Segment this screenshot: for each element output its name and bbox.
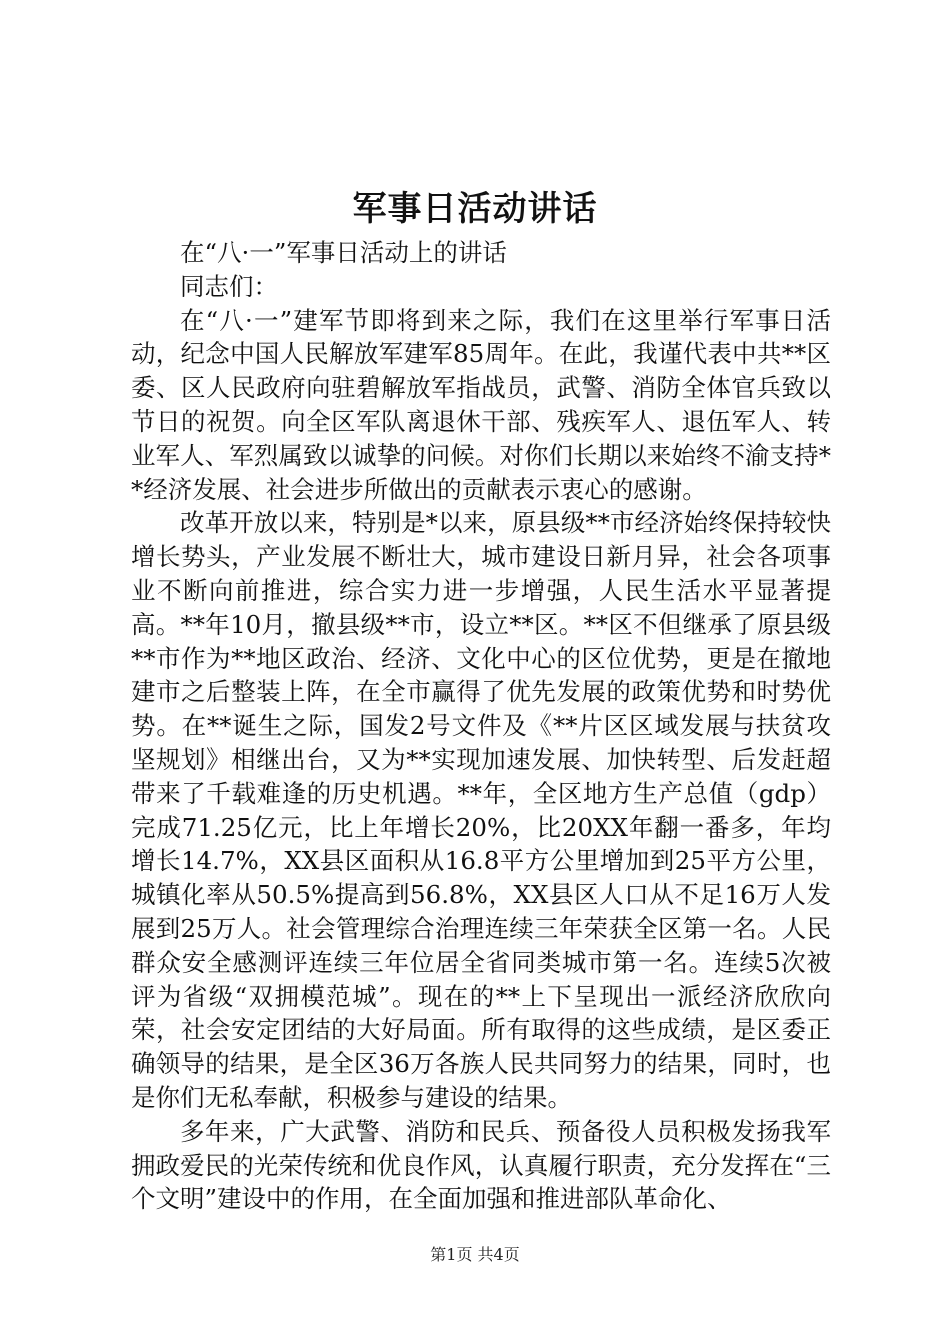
- body-paragraph: 改革开放以来，特别是*以来，原县级**市经济始终保持较快增长势头，产业发展不断壮大，城市建设日新月异，社会各项事业不断向前推进，综合实力进一步增强，人民生活水平显著提高。**年10月，撤县级**市，设立**区。**区不但继承了原县级**市作为**地区政治、经济、文化中心的区位优势，更是在撤地建市之后整装上阵，在全市赢得了优先发展的政策优势和时势优势。在**诞生之际，国发2号文件及《**片区区域发展与扶贫攻坚规划》相继出台，又为**实现加速发展、加快转型、后发赶超带来了千载难逢的历史机遇。**年，全区地方生产总值（gdp）完成71.25亿元，比上年增长20%，比20XX年翻一番多，年均增长14.7%，XX县区面积从16.8平方公里增加到25平方公里，城镇化率从50.5%提高到56.8%，XX县区人口从不足16万人发展到25万人。社会管理综合治理连续三年荣获全区第一名。人民群众安全感测评连续三年位居全省同类城市第一名。连续5次被评为省级“双拥模范城”。现在的**上下呈现出一派经济欣欣向荣，社会安定团结的大好局面。所有取得的这些成绩，是区委正确领导的结果，是全区36万各族人民共同努力的结果，同时，也是你们无私奉献，积极参与建设的结果。: [131, 508, 831, 1112]
- speech-heading: 在“八·一”军事日活动上的讲话: [180, 238, 507, 267]
- salutation: 同志们：: [180, 271, 278, 301]
- body-paragraph: 多年来，广大武警、消防和民兵、预备役人员积极发扬我军拥政爱民的光荣传统和优良作风，认真履行职责，充分发挥在“三个文明”建设中的作用，在全面加强和推进部队革命化、: [131, 1116, 831, 1214]
- document-body: [131, 236, 831, 1216]
- body-paragraph: 在“八·一”建军节即将到来之际，我们在这里举行军事日活动，纪念中国人民解放军建军85周年。在此，我谨代表中共**区委、区人民政府向驻碧解放军指战员，武警、消防全体官兵致以节日的祝贺。向全区军队离退休干部、残疾军人、退伍军人、转业军人、军烈属致以诚挚的问候。对你们长期以来始终不渝支持**经济发展、社会进步所做出的贡献表示衷心的感谢。: [131, 305, 831, 504]
- document-title: 军事日活动讲话: [352, 189, 598, 229]
- page-number-footer: 第1页 共4页: [430, 1245, 520, 1264]
